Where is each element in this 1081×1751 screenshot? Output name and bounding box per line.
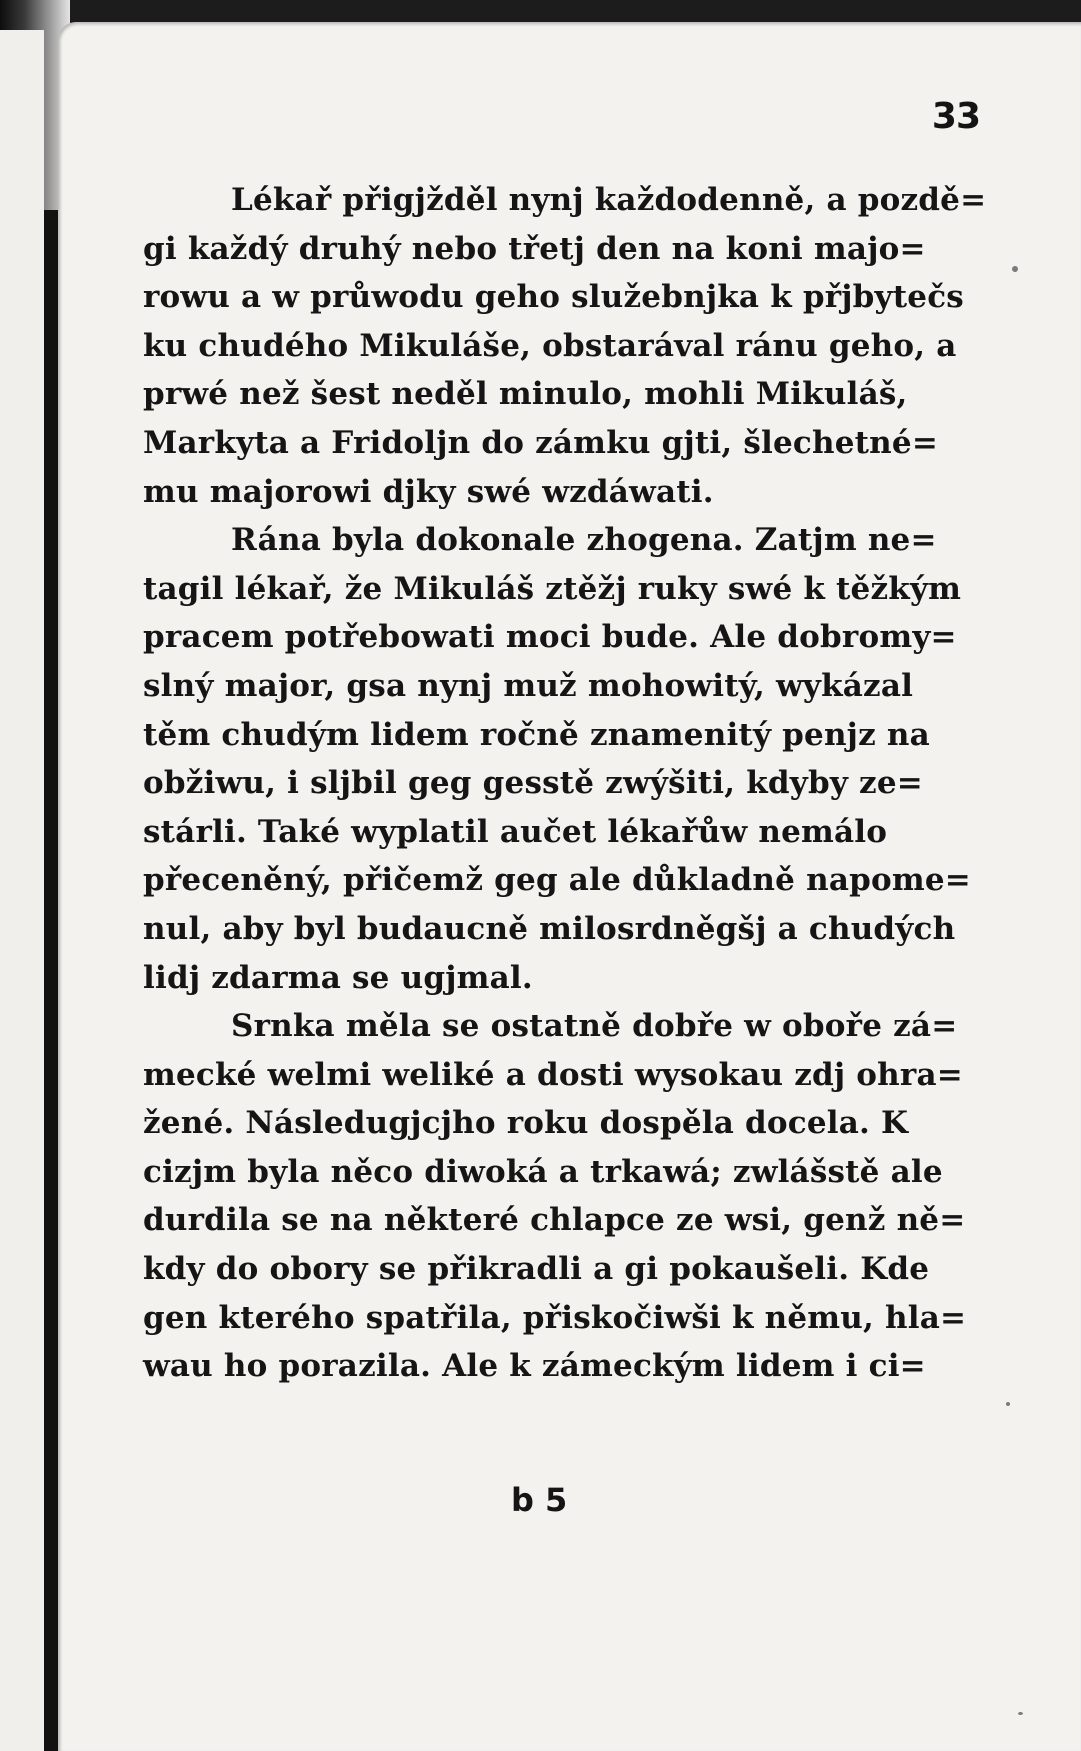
text-line: gi každý druhý nebo třetj den na koni majo= [143,230,926,267]
text-line: Rána byla dokonale zhogena. Zatjm ne= [231,522,937,559]
text-line: Markyta a Fridoljn do zámku gjti, šlechetné= [143,424,939,461]
printer-signature-mark: b 5 [511,1481,568,1519]
binding-gutter [44,210,58,1751]
text-line: cizjm byla něco diwoká a trkawá; zwlášstě ale [143,1153,943,1190]
text-line: stárli. Také wyplatil aučet lékařůw nemálo [143,813,888,850]
paper-speck [1012,266,1018,272]
text-line: kdy do obory se přikradli a gi pokaušeli. Kde [143,1251,930,1288]
text-line: Srnka měla se ostatně dobře w oboře zá= [231,1008,958,1045]
page-number: 33 [931,96,980,137]
text-line: těm chudým lidem ročně znamenitý penjz na [143,716,930,753]
text-line: lidj zdarma se ugjmal. [143,959,533,996]
text-line: nul, aby byl budaucně milosrdněgšj a chudých [143,910,956,947]
text-line: prwé než šest neděl minulo, mohli Mikuláš, [143,376,908,413]
text-line: gen kterého spatřila, přiskočiwši k němu, hla= [143,1299,967,1336]
text-line: wau ho porazila. Ale k zámeckým lidem i ci= [143,1348,926,1385]
text-line: obžiwu, i sljbil geg gesstě zwýšiti, kdyby ze= [143,765,923,802]
text-line: ku chudého Mikuláše, obstarával ránu geho, a [143,327,957,364]
text-line: žené. Následugjcjho roku dospěla docela. K [143,1105,909,1142]
text-line: mecké welmi weliké a dosti wysokau zdj ohra= [143,1056,963,1093]
text-line: Lékař přigjžděl nynj každodenně, a pozdě= [231,182,987,218]
paper-speck [1018,1712,1023,1715]
text-line: přeceněný, přičemž geg ale důkladně napome= [143,862,971,899]
paper-speck [1006,1402,1010,1406]
text-line: durdila se na některé chlapce ze wsi, genž ně= [143,1202,966,1239]
text-line: slný major, gsa nynj muž mohowitý, wykázal [143,667,914,704]
text-line: tagil lékař, že Mikuláš ztěžj ruky swé k těžkým [143,570,962,607]
text-line: pracem potřebowati moci bude. Ale dobromy= [143,619,957,656]
previous-page-edge [0,30,44,1751]
text-line: mu majorowi djky swé wzdáwati. [143,473,714,510]
text-line: rowu a w průwodu geho služebnjka k přjbytečs [143,279,964,316]
page-body-text [143,176,987,1391]
